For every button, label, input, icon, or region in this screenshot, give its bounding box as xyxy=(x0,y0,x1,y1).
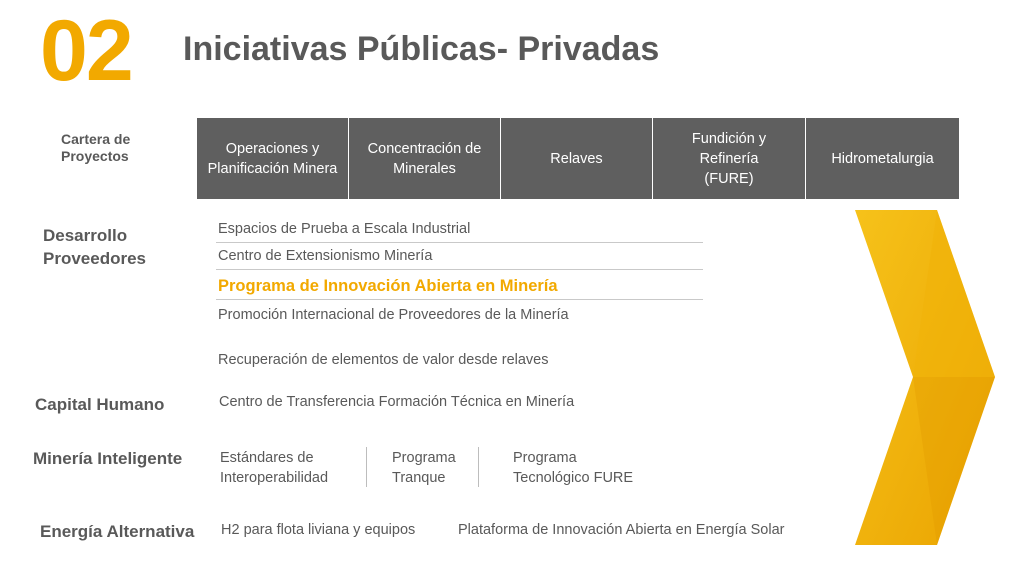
header-cell-hidrometalurgia: Hidrometalurgia xyxy=(806,118,959,199)
divider xyxy=(216,242,703,243)
category-capital-humano: Capital Humano xyxy=(35,395,165,414)
cartera-label: Cartera de Proyectos xyxy=(61,131,131,164)
mineria-item: Programa Tranque xyxy=(392,450,456,486)
slide-title: Iniciativas Públicas- Privadas xyxy=(183,30,660,68)
header-cell-relaves: Relaves xyxy=(501,118,653,199)
mineria-item: Estándares de Interoperabilidad xyxy=(220,450,329,486)
category-energia-alternativa: Energía Alternativa xyxy=(40,522,195,541)
list-item: Centro de Extensionismo Minería xyxy=(218,248,433,264)
highlighted-list-item: Programa de Innovación Abierta en Minería xyxy=(218,277,558,295)
energia-item: H2 para flota liviana y equipos xyxy=(221,522,416,538)
project-portfolio-header xyxy=(197,118,959,199)
separator xyxy=(478,447,479,487)
separator xyxy=(366,447,367,487)
header-cell-concentracion: Concentración de Minerales xyxy=(349,118,501,199)
slide-number: 02 xyxy=(40,3,132,99)
mineria-item: Programa Tecnológico FURE xyxy=(513,450,634,486)
divider xyxy=(216,269,703,270)
relaves-item: Recuperación de elementos de valor desde relaves xyxy=(218,352,549,368)
capital-item: Centro de Transferencia Formación Técnica en Minería xyxy=(219,394,575,410)
chevron-arrow-icon xyxy=(845,205,1005,550)
category-mineria-inteligente: Minería Inteligente xyxy=(33,449,183,468)
header-cell-operaciones: Operaciones y Planificación Minera xyxy=(197,118,349,199)
list-item: Promoción Internacional de Proveedores de la Minería xyxy=(218,307,569,323)
category-desarrollo-proveedores: Desarrollo Proveedores xyxy=(43,226,146,268)
divider xyxy=(216,299,703,300)
header-cell-fundicion: Fundición y Refinería (FURE) xyxy=(653,118,806,199)
list-item: Espacios de Prueba a Escala Industrial xyxy=(218,221,471,237)
energia-item: Plataforma de Innovación Abierta en Energía Solar xyxy=(458,522,785,538)
